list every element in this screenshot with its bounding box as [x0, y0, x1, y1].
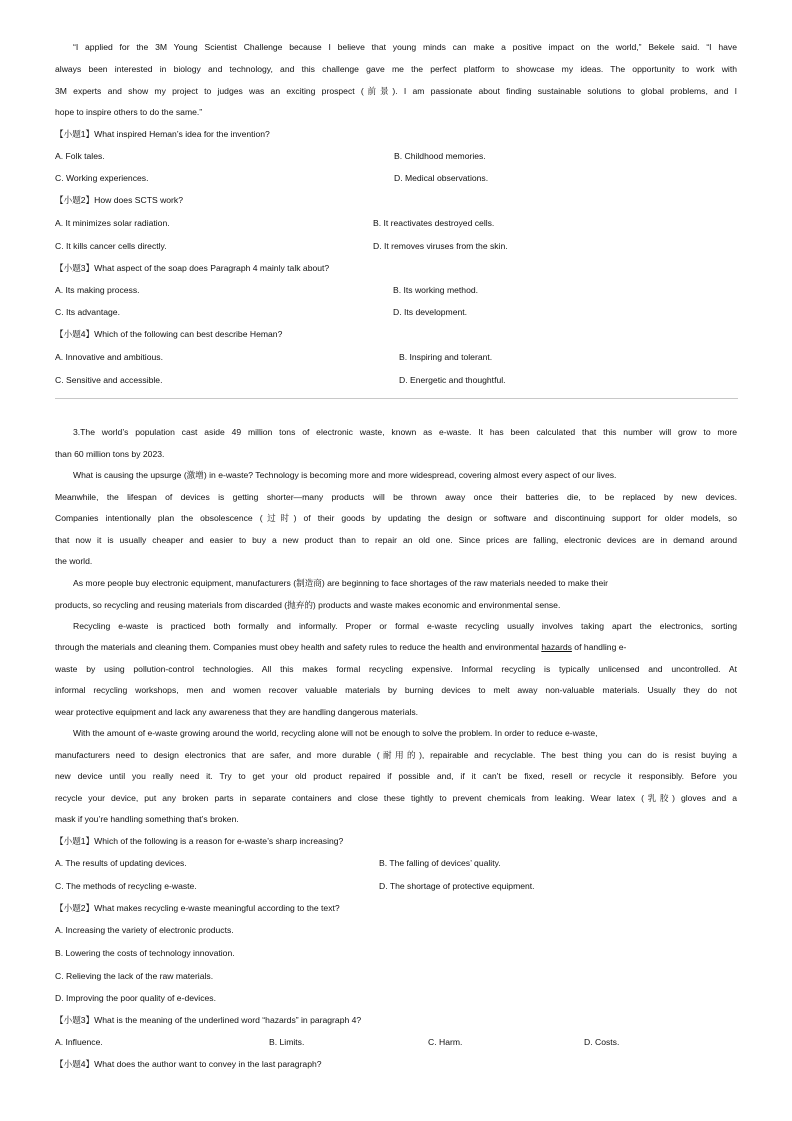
question-label: 【小题1】Which of the following is a reason for e-waste’s sharp increasing?	[55, 836, 344, 846]
paragraph-line: What is causing the upsurge (激增) in e-waste? Technology is becoming more and more widespread, covering almost every aspect of our lives.	[73, 470, 617, 480]
option-d[interactable]: D. Its development.	[393, 307, 468, 317]
underlined-word-hazards: hazards	[541, 642, 572, 652]
paragraph-line: new device until you really need it. Try to get your old product repaired if possible and, if it can’t be fixed, resell or recycle it responsibly. Before you	[55, 771, 737, 781]
option-c[interactable]: C. Working experiences.	[55, 173, 149, 183]
option-a[interactable]: A. Folk tales.	[55, 151, 105, 161]
paragraph-line: mask if you’re handling something that’s broken.	[55, 814, 239, 824]
option-d[interactable]: D. Medical observations.	[394, 173, 489, 183]
paragraph-line: As more people buy electronic equipment, manufacturers (制造商) are beginning to face shortages of the raw materials needed to make their	[73, 578, 608, 588]
paragraph-line: informal recycling workshops, men and women recover valuable materials by burning devices to melt away non-valuable materials. Usually they do not	[55, 685, 737, 695]
option-b[interactable]: B. Inspiring and tolerant.	[399, 352, 493, 362]
paragraph-line: 3M experts and show my project to judges was an exciting prospect (前景). I am passionate about finding sustainable solutions to global problems, and I	[55, 86, 737, 96]
option-d[interactable]: D. It removes viruses from the skin.	[373, 241, 508, 251]
paragraph-line: manufacturers need to design electronics that are safer, and more durable (耐用的), repairable and recyclable. The best thing you can do is resist buying a	[55, 750, 737, 760]
paragraph-line	[55, 641, 737, 653]
option-c[interactable]: C. Its advantage.	[55, 307, 120, 317]
option-b[interactable]: B. Limits.	[269, 1037, 305, 1047]
text-run: of handling e-	[571, 642, 627, 652]
paragraph-line: than 60 million tons by 2023.	[55, 449, 165, 459]
paragraph-line: waste by using pollution-control technologies. All this makes formal recycling expensive. Informal recycling is typically unlicensed and uncontrolled. At	[55, 664, 737, 674]
option-b[interactable]: B. The falling of devices’ quality.	[379, 858, 501, 868]
paragraph-line: With the amount of e-waste growing around the world, recycling alone will not be enough to solve the problem. In order to reduce e-waste,	[73, 728, 598, 738]
question-label: 【小题3】What aspect of the soap does Paragraph 4 mainly talk about?	[55, 263, 330, 273]
paragraph-line: the world.	[55, 556, 93, 566]
option-b[interactable]: B. It reactivates destroyed cells.	[373, 218, 495, 228]
paragraph-line: “I applied for the 3M Young Scientist Challenge because I believe that young minds can make a positive impact on the world,” Bekele said. “I have	[73, 42, 737, 52]
option-d[interactable]: D. Costs.	[584, 1037, 620, 1047]
option-a[interactable]: A. It minimizes solar radiation.	[55, 218, 170, 228]
question-label: 【小题3】What is the meaning of the underlined word “hazards” in paragraph 4?	[55, 1015, 362, 1025]
option-c[interactable]: C. The methods of recycling e-waste.	[55, 881, 197, 891]
paragraph-line: that now it is usually cheaper and easier to buy a new product than to repair an old one. Since prices are falling, electronic devices are in demand around	[55, 535, 737, 545]
option-b[interactable]: B. Lowering the costs of technology innovation.	[55, 948, 235, 958]
paragraph-line: hope to inspire others to do the same.”	[55, 107, 203, 117]
option-c[interactable]: C. Sensitive and accessible.	[55, 375, 163, 385]
option-a[interactable]: A. The results of updating devices.	[55, 858, 187, 868]
question-label: 【小题2】What makes recycling e-waste meaningful according to the text?	[55, 903, 340, 913]
paragraph-line: 3.The world’s population cast aside 49 million tons of electronic waste, known as e-waste. It has been calculated that this number will grow to more	[73, 427, 737, 437]
option-c[interactable]: C. Harm.	[428, 1037, 463, 1047]
option-c[interactable]: C. It kills cancer cells directly.	[55, 241, 167, 251]
option-a[interactable]: A. Influence.	[55, 1037, 103, 1047]
option-d[interactable]: D. The shortage of protective equipment.	[379, 881, 535, 891]
paragraph-line: Companies intentionally plan the obsolescence (过时) of their goods by updating the design or software and discontinuing support for older models, so	[55, 513, 737, 523]
paragraph-line: always been interested in biology and technology, and this challenge gave me the perfect platform to showcase my ideas. The opportunity to work with	[55, 64, 737, 74]
paragraph-line: products, so recycling and reusing materials from discarded (抛弃的) products and waste makes economic and environmental sense.	[55, 600, 561, 610]
question-label: 【小题2】How does SCTS work?	[55, 195, 183, 205]
option-c[interactable]: C. Relieving the lack of the raw materials.	[55, 971, 214, 981]
paragraph-line: Recycling e-waste is practiced both formally and informally. Proper or formal e-waste recycling usually involves taking apart the electronics, sorting	[73, 621, 737, 631]
section-divider	[55, 398, 738, 399]
option-d[interactable]: D. Improving the poor quality of e-devices.	[55, 993, 216, 1003]
option-a[interactable]: A. Innovative and ambitious.	[55, 352, 163, 362]
text-run: through the materials and cleaning them. Companies must obey health and safety rules to reduce the health and environmental	[55, 642, 542, 652]
question-label: 【小题1】What inspired Heman’s idea for the invention?	[55, 129, 270, 139]
option-b[interactable]: B. Childhood memories.	[394, 151, 486, 161]
paragraph-line: Meanwhile, the lifespan of devices is getting shorter—many products will be thrown away once their batteries die, to be replaced by new devices.	[55, 492, 737, 502]
question-label: 【小题4】Which of the following can best describe Heman?	[55, 329, 283, 339]
paragraph-line: recycle your device, put any broken parts in separate containers and close these tightly to prevent chemicals from leaking. Wear latex (乳胶) gloves and a	[55, 793, 737, 803]
option-d[interactable]: D. Energetic and thoughtful.	[399, 375, 506, 385]
question-label: 【小题4】What does the author want to convey in the last paragraph?	[55, 1059, 322, 1069]
option-a[interactable]: A. Its making process.	[55, 285, 140, 295]
paragraph-line: wear protective equipment and lack any awareness that they are handling dangerous materials.	[55, 707, 419, 717]
option-b[interactable]: B. Its working method.	[393, 285, 479, 295]
option-a[interactable]: A. Increasing the variety of electronic products.	[55, 925, 234, 935]
